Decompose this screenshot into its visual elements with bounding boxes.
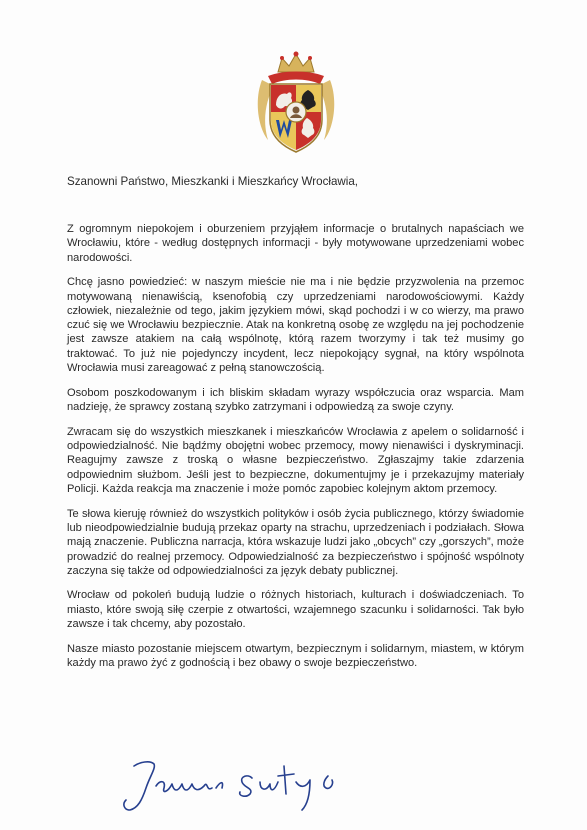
paragraph: Nasze miasto pozostanie miejscem otwartym, bezpiecznym i solidarnym, miastem, w którym każdy ma prawo żyć z godnością i bez obawy o swoje bezpieczeństwo. <box>67 642 524 670</box>
letter-greeting: Szanowni Państwo, Mieszkanki i Mieszkańcy Wrocławia, <box>67 175 359 188</box>
paragraph: Zwracam się do wszystkich mieszkanek i mieszkańców Wrocławia z apelem o solidarność i odpowiedzialność. Nie bądźmy obojętni wobec przemocy, mowy nienawiści i dyskryminacji. Reagujmy zawsze z troską o własne bezpieczeństwo. Zgłaszajmy takie zdarzenia odpowiednim służbom. Jeśli jest to bezpieczne, dokumentujmy je i przekazujmy materiały Policji. Każda reakcja ma znaczenie i może pomóc zapobiec kolejnym aktom przemocy. <box>67 425 524 495</box>
letter-body <box>67 222 524 681</box>
paragraph: Te słowa kieruję również do wszystkich polityków i osób życia publicznego, którzy świadomie lub nieodpowiedzialnie budują przekaz oparty na strachu, uprzedzeniach i podziałach. Słowa mają znaczenie. Publiczna narracja, która wskazuje ludzi jako „obcych” czy „gorszych”, może prowadzić do realnej przemocy. Odpowiedzialność za bezpieczeństwo i spójność wspólnoty zaczyna się także od odpowiedzialności za język debaty publicznej. <box>67 507 524 577</box>
paragraph: Chcę jasno powiedzieć: w naszym mieście nie ma i nie będzie przyzwolenia na przemoc motywowaną nienawiścią, ksenofobią czy uprzedzeniami narodowościowymi. Każdy człowiek, niezależnie od tego, jakim językiem mówi, skąd pochodzi i w co wierzy, ma prawo czuć się we Wrocławiu bezpiecznie. Atak na konkretną osobę ze względu na jej pochodzenie jest zawsze atakiem na całą wspólnotę, którą razem tworzymy i tak też musimy go traktować. To już nie pojedynczy incydent, lecz niepokojący sygnał, na który wspólnota Wrocławia musi zareagować z pełną stanowczością. <box>67 276 524 375</box>
handwritten-signature <box>120 752 350 814</box>
wroclaw-coat-of-arms-icon <box>254 50 338 156</box>
paragraph: Wrocław od pokoleń budują ludzie o różnych historiach, kulturach i doświadczeniach. To miasto, które swoją siłę czerpie z otwartości, wzajemnego szacunku i solidarności. Tak było zawsze i tak chcemy, aby pozostało. <box>67 589 524 631</box>
paragraph: Osobom poszkodowanym i ich bliskim składam wyrazy współczucia oraz wsparcia. Mam nadzieję, że sprawcy zostaną szybko zatrzymani i odpowiedzą za swoje czyny. <box>67 386 524 414</box>
paragraph: Z ogromnym niepokojem i oburzeniem przyjąłem informacje o brutalnych napaściach we Wrocławiu, które - według dostępnych informacji - były motywowane uprzedzeniami wobec narodowości. <box>67 223 524 264</box>
